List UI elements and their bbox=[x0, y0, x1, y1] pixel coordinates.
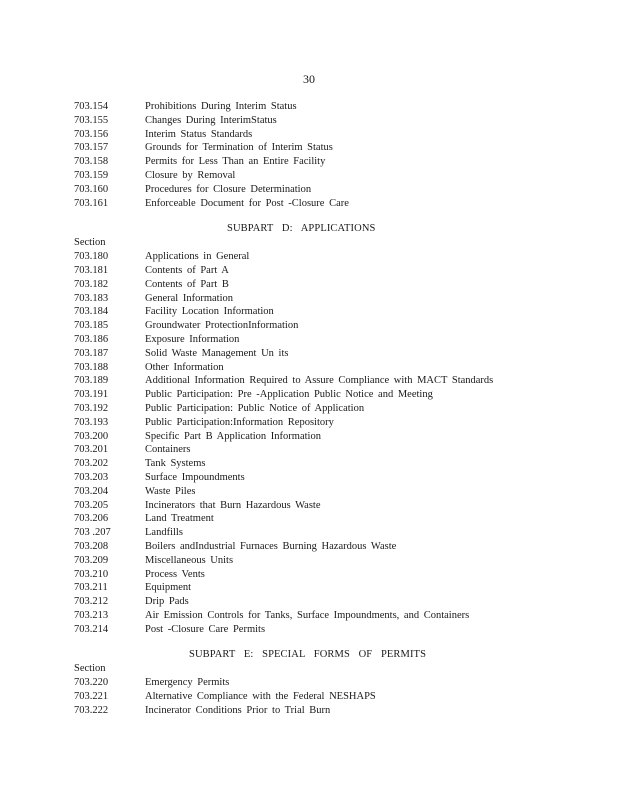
section-list-subpart-e bbox=[74, 676, 594, 717]
section-number: 703.155 bbox=[74, 114, 109, 126]
toc-entry bbox=[74, 197, 594, 211]
section-number: 703.156 bbox=[74, 128, 109, 140]
section-title: Contents of Part B bbox=[145, 278, 229, 290]
section-title: Alternative Compliance with the Federal NESHAPS bbox=[145, 691, 376, 703]
section-number: 703.213 bbox=[74, 609, 109, 621]
section-title: Incinerators that Burn Hazardous Waste bbox=[145, 499, 321, 511]
section-title: Waste Piles bbox=[145, 485, 196, 497]
section-number: 703.209 bbox=[74, 554, 109, 566]
section-number: 703.154 bbox=[74, 101, 109, 112]
section-number: 703.210 bbox=[74, 568, 109, 580]
toc-entry bbox=[74, 416, 594, 430]
toc-entry bbox=[74, 609, 594, 623]
section-title: Public Participation: Public Notice of Application bbox=[145, 402, 365, 414]
section-title: Prohibitions During Interim Status bbox=[145, 101, 297, 112]
section-title: Post -Closure Care Permits bbox=[145, 623, 266, 635]
section-number: 703.159 bbox=[74, 169, 109, 181]
section-title: General Information bbox=[145, 292, 234, 304]
section-title: Tank Systems bbox=[145, 458, 206, 470]
section-number: 703.200 bbox=[74, 430, 109, 442]
section-number: 703.204 bbox=[74, 485, 109, 497]
section-number: 703.206 bbox=[74, 513, 109, 525]
section-number: 703.157 bbox=[74, 142, 109, 154]
page-number: 30 bbox=[303, 72, 315, 86]
toc-entry bbox=[74, 512, 594, 526]
section-title: Equipment bbox=[145, 582, 192, 594]
section-number: 703 .207 bbox=[74, 527, 111, 539]
section-number: 703.186 bbox=[74, 333, 109, 345]
toc-entry bbox=[74, 554, 594, 568]
toc-entry bbox=[74, 250, 594, 264]
toc-entry bbox=[74, 155, 594, 169]
section-number: 703.181 bbox=[74, 264, 109, 276]
section-title: Boilers andIndustrial Furnaces Burning Hazardous Waste bbox=[145, 540, 397, 552]
section-title: Facility Location Information bbox=[145, 306, 274, 318]
section-title: Containers bbox=[145, 444, 191, 456]
toc-entry bbox=[74, 485, 594, 499]
section-number: 703.187 bbox=[74, 347, 109, 359]
toc-entry bbox=[74, 278, 594, 292]
toc-entry bbox=[74, 690, 594, 704]
section-title: Changes During InterimStatus bbox=[145, 114, 277, 126]
section-number: 703.184 bbox=[74, 306, 109, 318]
section-number: 703.192 bbox=[74, 402, 109, 414]
section-title: Additional Information Required to Assure Compliance with MACT Standards bbox=[145, 375, 494, 387]
section-number: 703.158 bbox=[74, 156, 109, 168]
toc-entry bbox=[74, 499, 594, 513]
toc-entry bbox=[74, 540, 594, 554]
toc-entry bbox=[74, 374, 594, 388]
section-column-label: Section bbox=[74, 237, 106, 249]
section-number: 703.193 bbox=[74, 416, 109, 428]
toc-entry bbox=[74, 430, 594, 444]
section-number: 703.201 bbox=[74, 444, 109, 456]
toc-entry bbox=[74, 333, 594, 347]
section-number: 703.185 bbox=[74, 320, 109, 332]
toc-entry bbox=[74, 388, 594, 402]
toc-entry bbox=[74, 704, 594, 718]
toc-entry bbox=[74, 100, 594, 114]
section-list-subpart-d bbox=[74, 250, 594, 636]
section-title: Interim Status Standards bbox=[145, 128, 253, 140]
section-title: Drip Pads bbox=[145, 596, 189, 608]
section-title: Closure by Removal bbox=[145, 169, 236, 181]
toc-entry bbox=[74, 443, 594, 457]
section-number: 703.180 bbox=[74, 251, 109, 263]
section-column-label: Section bbox=[74, 663, 106, 675]
toc-entry bbox=[74, 623, 594, 637]
toc-entry bbox=[74, 114, 594, 128]
toc-entry bbox=[74, 471, 594, 485]
table-of-contents bbox=[74, 100, 594, 718]
section-title: Surface Impoundments bbox=[145, 471, 245, 483]
section-title: Other Information bbox=[145, 361, 224, 373]
section-number: 703.189 bbox=[74, 375, 109, 387]
section-title: Air Emission Controls for Tanks, Surface Impoundments, and Containers bbox=[145, 609, 470, 621]
toc-entry bbox=[74, 568, 594, 582]
toc-entry bbox=[74, 402, 594, 416]
section-number: 703.222 bbox=[74, 704, 109, 716]
section-title: Incinerator Conditions Prior to Trial Burn bbox=[145, 704, 331, 716]
toc-entry bbox=[74, 457, 594, 471]
section-number: 703.211 bbox=[74, 582, 108, 594]
toc-entry bbox=[74, 264, 594, 278]
subpart-d-heading: SUBPART D: APPLICATIONS bbox=[227, 223, 376, 235]
section-number: 703.205 bbox=[74, 499, 109, 511]
toc-entry bbox=[74, 676, 594, 690]
section-title: Land Treatment bbox=[145, 513, 214, 525]
section-number: 703.188 bbox=[74, 361, 109, 373]
section-title: Solid Waste Management Un its bbox=[145, 347, 289, 359]
section-title: Landfills bbox=[145, 527, 183, 539]
section-title: Applications in General bbox=[145, 251, 250, 263]
toc-entry bbox=[74, 361, 594, 375]
toc-entry bbox=[74, 141, 594, 155]
section-number: 703.161 bbox=[74, 197, 109, 209]
section-list-subpart-c bbox=[74, 100, 594, 210]
section-title: Procedures for Closure Determination bbox=[145, 183, 312, 195]
section-number: 703.203 bbox=[74, 471, 109, 483]
toc-entry bbox=[74, 595, 594, 609]
section-title: Contents of Part A bbox=[145, 264, 229, 276]
section-title: Process Vents bbox=[145, 568, 205, 580]
section-number: 703.220 bbox=[74, 677, 109, 689]
section-number: 703.221 bbox=[74, 691, 109, 703]
section-title: Public Participation: Pre -Application Public Notice and Meeting bbox=[145, 389, 433, 401]
section-title: Exposure Information bbox=[145, 333, 240, 345]
toc-entry bbox=[74, 128, 594, 142]
toc-entry bbox=[74, 347, 594, 361]
section-title: Grounds for Termination of Interim Status bbox=[145, 142, 333, 154]
toc-entry bbox=[74, 305, 594, 319]
section-number: 703.212 bbox=[74, 596, 109, 608]
section-number: 703.182 bbox=[74, 278, 109, 290]
section-title: Specific Part B Application Information bbox=[145, 430, 321, 442]
toc-entry bbox=[74, 292, 594, 306]
section-number: 703.214 bbox=[74, 623, 109, 635]
section-number: 703.160 bbox=[74, 183, 109, 195]
section-number: 703.202 bbox=[74, 458, 109, 470]
section-title: Permits for Less Than an Entire Facility bbox=[145, 156, 326, 168]
section-title: Miscellaneous Units bbox=[145, 554, 234, 566]
toc-entry bbox=[74, 319, 594, 333]
section-number: 703.191 bbox=[74, 389, 109, 401]
toc-entry bbox=[74, 183, 594, 197]
section-number: 703.208 bbox=[74, 540, 109, 552]
toc-entry bbox=[74, 169, 594, 183]
subpart-e-heading: SUBPART E: SPECIAL FORMS OF PERMITS bbox=[189, 649, 427, 661]
toc-entry bbox=[74, 526, 594, 540]
section-title: Enforceable Document for Post -Closure Care bbox=[145, 197, 349, 209]
section-number: 703.183 bbox=[74, 292, 109, 304]
section-title: Groundwater ProtectionInformation bbox=[145, 320, 299, 332]
section-title: Public Participation:Information Repository bbox=[145, 416, 334, 428]
toc-entry bbox=[74, 581, 594, 595]
section-title: Emergency Permits bbox=[145, 677, 230, 689]
